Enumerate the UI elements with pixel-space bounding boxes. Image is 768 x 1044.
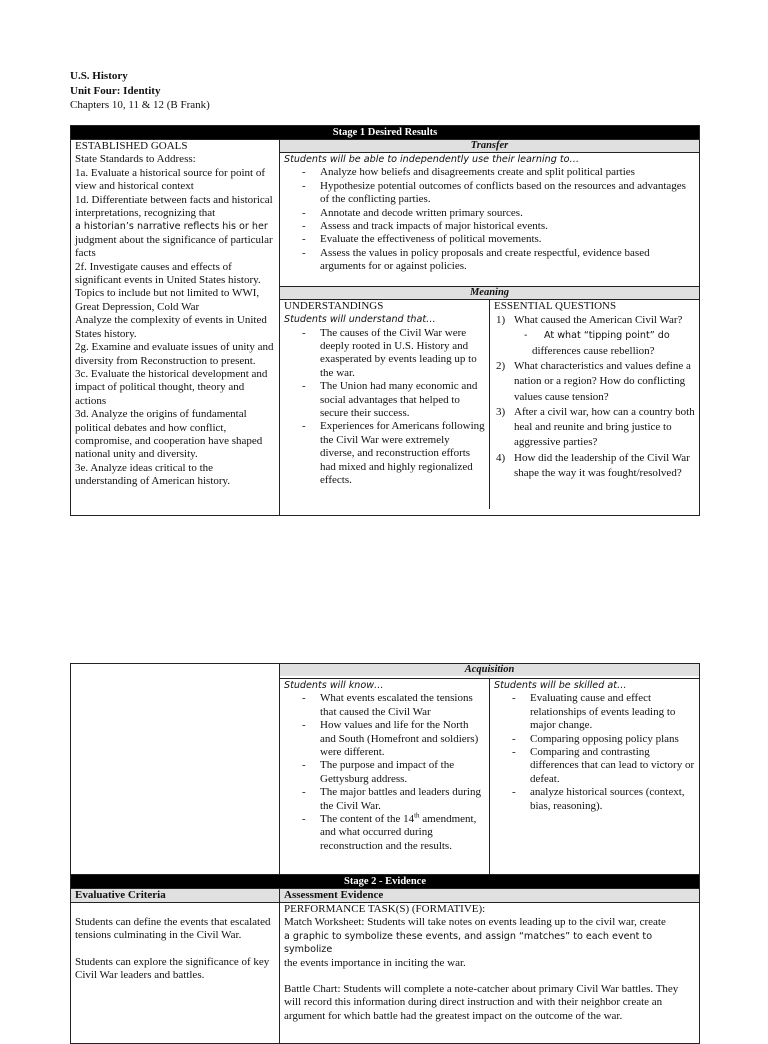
goals-heading: ESTABLISHED GOALS [75,140,188,152]
acquisition-empty-cell [71,664,280,875]
goal-item: a historian’s narrative reflects his or her [75,221,268,233]
goal-item: Analyze the complexity of events in United States history. [75,314,267,340]
goal-item: 2g. Examine and evaluate issues of unity and diversity from Reconstruction to present. [75,341,274,367]
list-item: - Evaluating cause and effect relationships of events leading to major change. [530,692,695,732]
list-item: - Comparing and contrasting differences that can lead to victory or defeat. [530,746,695,786]
goal-item: 1a. Evaluate a historical source for point of view and historical context [75,166,265,193]
list-item: - Assess the values in policy proposals and create respectful, evidence based arguments for or against policies. [320,247,695,274]
questions-list [494,313,695,481]
skilled-cell [490,679,700,875]
list-item: - The causes of the Civil War were deeply rooted in U.S. History and exasperated by events leading up to the war. [320,327,485,381]
meaning-inner [280,300,699,509]
list-item: 3) After a civil war, how can a country both heal and reunite and bring justice to aggressive parties? [496,405,695,449]
stage2-title: Stage 2 - Evidence [71,875,700,889]
task-line: the events importance in inciting the war. [284,956,466,969]
transfer-cell [280,140,700,287]
questions-heading: ESSENTIAL QUESTIONS [494,299,617,312]
know-cell [280,679,490,875]
course-title: U.S. History [70,70,128,82]
understandings-lead: Students will understand that… [284,314,436,326]
list-item: 4) How did the leadership of the Civil War shape the way it was fought/resolved? [496,451,690,480]
list-item: - Evaluate the effectiveness of political movements. [320,233,695,246]
transfer-title: Transfer [280,140,699,153]
acquisition-title: Acquisition [280,664,699,676]
list-item: - Comparing opposing policy plans [530,733,695,746]
tasks-heading: PERFORMANCE TASK(S) (FORMATIVE): [284,903,486,915]
understandings-list [284,327,485,488]
skilled-lead: Students will be skilled at… [494,680,627,691]
evidence-heading: Assessment Evidence [280,889,700,903]
document-header [70,69,210,113]
task-paragraph: Battle Chart: Students will complete a note-catcher about primary Civil War battles. They will record this information during direct instruction and with their neighbor create an argument for which battle had the greatest impact on the outcome of the war. [284,983,679,1022]
list-item: - Experiences for Americans following the Civil War were extremely diverse, and reconstruction efforts had mixed and highly regionalized effects. [320,420,485,487]
criteria-cell [71,903,280,1044]
criteria-heading: Evaluative Criteria [71,889,280,903]
list-item: - What events escalated the tensions that caused the Civil War [320,692,485,719]
task-line: Match Worksheet: Students will take notes on events leading up to the civil war, create [284,916,666,929]
list-item: - Annotate and decode written primary sources. [320,207,695,220]
list-item: - The content of the 14th amendment, and what occurred during reconstruction and the results. [320,813,485,853]
essential-questions-cell [490,300,700,509]
transfer-list [284,166,695,273]
list-item: - The Union had many economic and social advantages that helped to secure their success. [320,380,485,420]
tasks-cell [280,903,700,1044]
know-lead: Students will know… [284,680,384,691]
criteria-item: Students can define the events that escalated tensions culminating in the Civil War. [75,916,271,942]
list-item: 1) What caused the American Civil War? - At what “tipping point” do differences cause rebellion? [494,313,695,359]
transfer-lead: Students will be able to independently use their learning to… [284,154,580,165]
stage2-table [70,663,700,1044]
goal-item: 3d. Analyze the origins of fundamental political debates and how conflict, compromise, and cooperation have shaped national unity and diversity. [75,408,263,461]
meaning-title: Meaning [280,287,699,300]
unit-title: Unit Four: Identity [70,84,161,97]
list-item: - analyze historical sources (context, bias, reasoning). [530,786,695,813]
list-item: - Hypothesize potential outcomes of conflicts based on the resources and advantages of the conflicting parties. [320,180,695,207]
goal-item: judgment about the significance of particular facts [75,233,273,260]
goal-item: 3e. Analyze ideas critical to the understanding of American history. [75,461,231,488]
stage1-title: Stage 1 Desired Results [71,126,700,140]
stage1-table [70,125,700,516]
list-item: - The major battles and leaders during the Civil War. [320,786,485,813]
list-item: - Analyze how beliefs and disagreements create and split political parties [320,166,695,179]
list-item: 2) What characteristics and values define a nation or a region? How do conflicting values cause tension? [496,359,691,403]
established-goals-cell [71,140,280,516]
list-item: - How values and life for the North and South (Homefront and soldiers) were different. [320,719,485,759]
goal-item: 3c. Evaluate the historical development and impact of political thought, theory and actions [75,367,268,407]
goal-item: 2f. Investigate causes and effects of significant events in United States history. Topics to include but not limited to WWI, Great Depression, Cold War [75,260,261,313]
criteria-item: Students can explore the significance of key Civil War leaders and battles. [75,955,270,982]
know-list [284,692,485,853]
skilled-list [494,692,695,813]
understandings-heading: UNDERSTANDINGS [284,299,384,312]
acquisition-title-cell [280,664,700,679]
list-item: - Assess and track impacts of major historical events. [320,220,695,233]
understandings-cell [280,300,490,509]
goal-item: 1d. Differentiate between facts and historical interpretations, recognizing that [75,193,273,220]
list-item: - At what “tipping point” do [542,328,695,343]
list-item: - The purpose and impact of the Gettysburg address. [320,759,485,786]
goals-intro: State Standards to Address: [75,153,196,166]
meaning-cell [280,286,700,515]
task-line: a graphic to symbolize these events, and assign “matches” to each event to symbolize [284,930,653,956]
chapters-line: Chapters 10, 11 & 12 (B Frank) [70,99,210,111]
